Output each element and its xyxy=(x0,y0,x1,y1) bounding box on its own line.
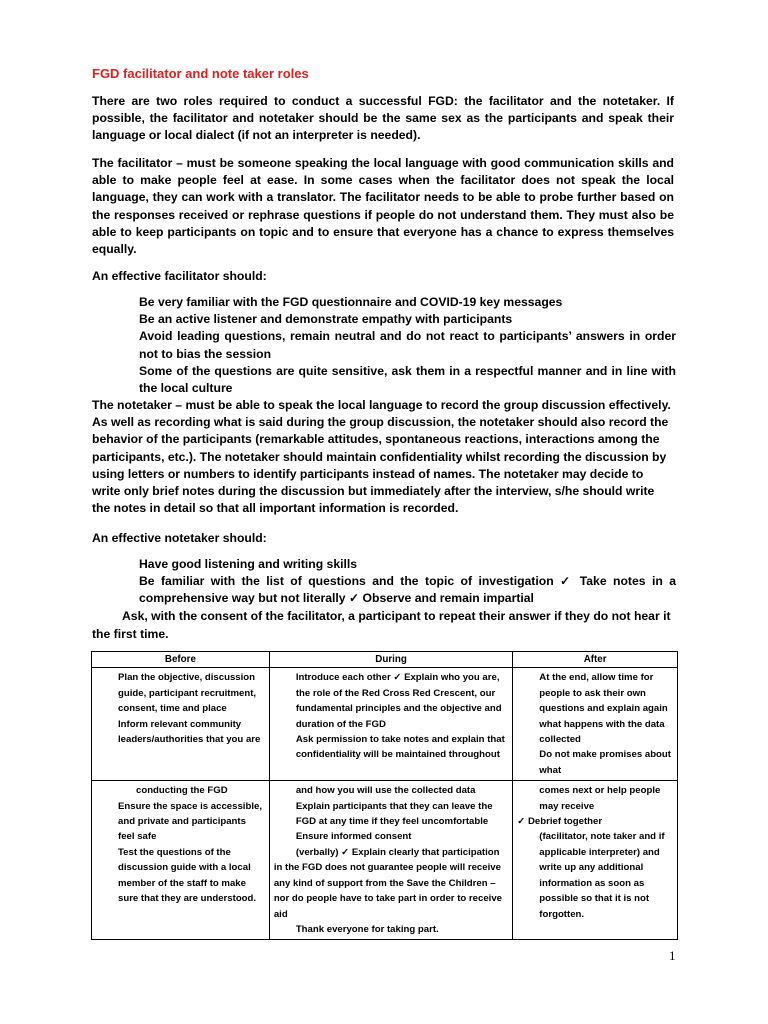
list-item: Have good listening and writing skills xyxy=(139,557,358,571)
continued-text: conducting the FGD xyxy=(136,785,228,797)
table-header-row xyxy=(92,652,678,668)
table-cell-during xyxy=(269,781,512,940)
continued-text: and how you will use the collected data xyxy=(295,785,476,797)
list-item: Test the questions of the discussion guide with a local member of the staff to make sure that they are understood. xyxy=(118,846,257,905)
table-row xyxy=(92,781,678,940)
debrief-item: ✓ Debrief together xyxy=(517,816,603,828)
column-header-during: During xyxy=(269,652,512,668)
list-item: Be familiar with the list of questions and the topic of investigation ✓ Take notes in a comprehensive way but not literally ✓ Observe and remain impartial xyxy=(139,574,676,606)
table-cell-during xyxy=(269,668,512,781)
section-title: FGD facilitator and note taker roles xyxy=(92,66,309,81)
list-item: Some of the questions are quite sensitive, ask them in a respectful manner and in line with the local culture xyxy=(139,363,676,396)
list-item: Ask permission to take notes and explain that confidentiality will be maintained throughout xyxy=(295,734,505,761)
fgd-roles-table xyxy=(91,651,678,940)
table-cell-after xyxy=(513,668,678,781)
list-item: Inform relevant community leaders/authorities that you are xyxy=(118,718,261,746)
facilitator-lead: An effective facilitator should: xyxy=(92,269,267,283)
facilitator-paragraph: The facilitator – must be someone speaking the local language with good communication skills and able to make people feel at ease. In some cases when the facilitator does not speak the local language, they can work with a translator. The facilitator needs to be able to probe further based on the responses received or rephrase questions if people do not understand them. They must also be able to keep participants on topic and to ensure that everyone has a chance to express themselves equally. xyxy=(92,156,674,257)
list-item: Thank everyone for taking part. xyxy=(295,923,439,935)
debrief-text: (facilitator, note taker and if applicable interpreter) and write up any additional information as soon as possible so that it is not forgotten. xyxy=(539,831,665,920)
column-header-before: Before xyxy=(92,652,270,668)
list-item: Avoid leading questions, remain neutral and do not react to participants’ answers in order not to bias the session xyxy=(139,329,676,361)
notetaker-last-item: Ask, with the consent of the facilitator, a participant to repeat their answer if they do not hear it the first time. xyxy=(92,609,671,642)
list-item: Be very familiar with the FGD questionnaire and COVID-19 key messages xyxy=(139,295,563,309)
table-cell-after xyxy=(513,781,678,940)
list-item: Plan the objective, discussion guide, participant recruitment, consent, time and place xyxy=(118,672,257,715)
notetaker-lead: An effective notetaker should: xyxy=(92,531,267,545)
list-item: Be an active listener and demonstrate empathy with participants xyxy=(139,312,513,327)
list-item: Explain participants that they can leave the FGD at any time if they feel uncomfortable xyxy=(295,800,493,828)
intro-paragraph: There are two roles required to conduct a successful FGD: the facilitator and the notetaker. If possible, the facilitator and notetaker should be the same sex as the participants and speak their language or local dialect (if not an interpreter is needed). xyxy=(92,94,674,143)
page-number: 1 xyxy=(669,948,676,963)
table-row xyxy=(92,668,678,781)
table-cell-before xyxy=(92,781,270,940)
list-item: Do not make promises about what xyxy=(539,749,671,776)
continued-text: comes next or help people may receive xyxy=(539,785,661,812)
notetaker-paragraph: The notetaker – must be able to speak the local language to record the group discussion effectively. As well as recording what is said during the group discussion, the notetaker should also record the behavior of the participants (remarkable attitudes, spontaneous reactions, interactions among the participants, etc.). The notetaker should maintain confidentiality whilst recording the discussion by using letters or numbers to identify participants instead of names. The notetaker may decide to write only brief notes during the discussion but immediately after the interview, s/he should write the notes in detail so that all important information is recorded. xyxy=(92,398,671,516)
list-item: Ensure informed consent xyxy=(295,831,412,843)
consent-text: (verbally) ✓ Explain clearly that participation in the FGD does not guarantee people will receive any kind of support from the Save the Children – nor do people have to take part in order to receive aid xyxy=(273,846,502,920)
notetaker-list xyxy=(92,556,676,608)
list-item: Ensure the space is accessible, and private and participants feel safe xyxy=(118,800,262,843)
list-item: Introduce each other ✓ Explain who you are, the role of the Red Cross Red Crescent, our fundamental principles and the objective and duration of the FGD xyxy=(295,672,502,730)
list-item: At the end, allow time for people to ask their own questions and explain again what happens with the data collected xyxy=(539,672,668,746)
column-header-after: After xyxy=(513,652,678,668)
facilitator-list xyxy=(92,294,676,397)
table-cell-before xyxy=(92,668,270,781)
